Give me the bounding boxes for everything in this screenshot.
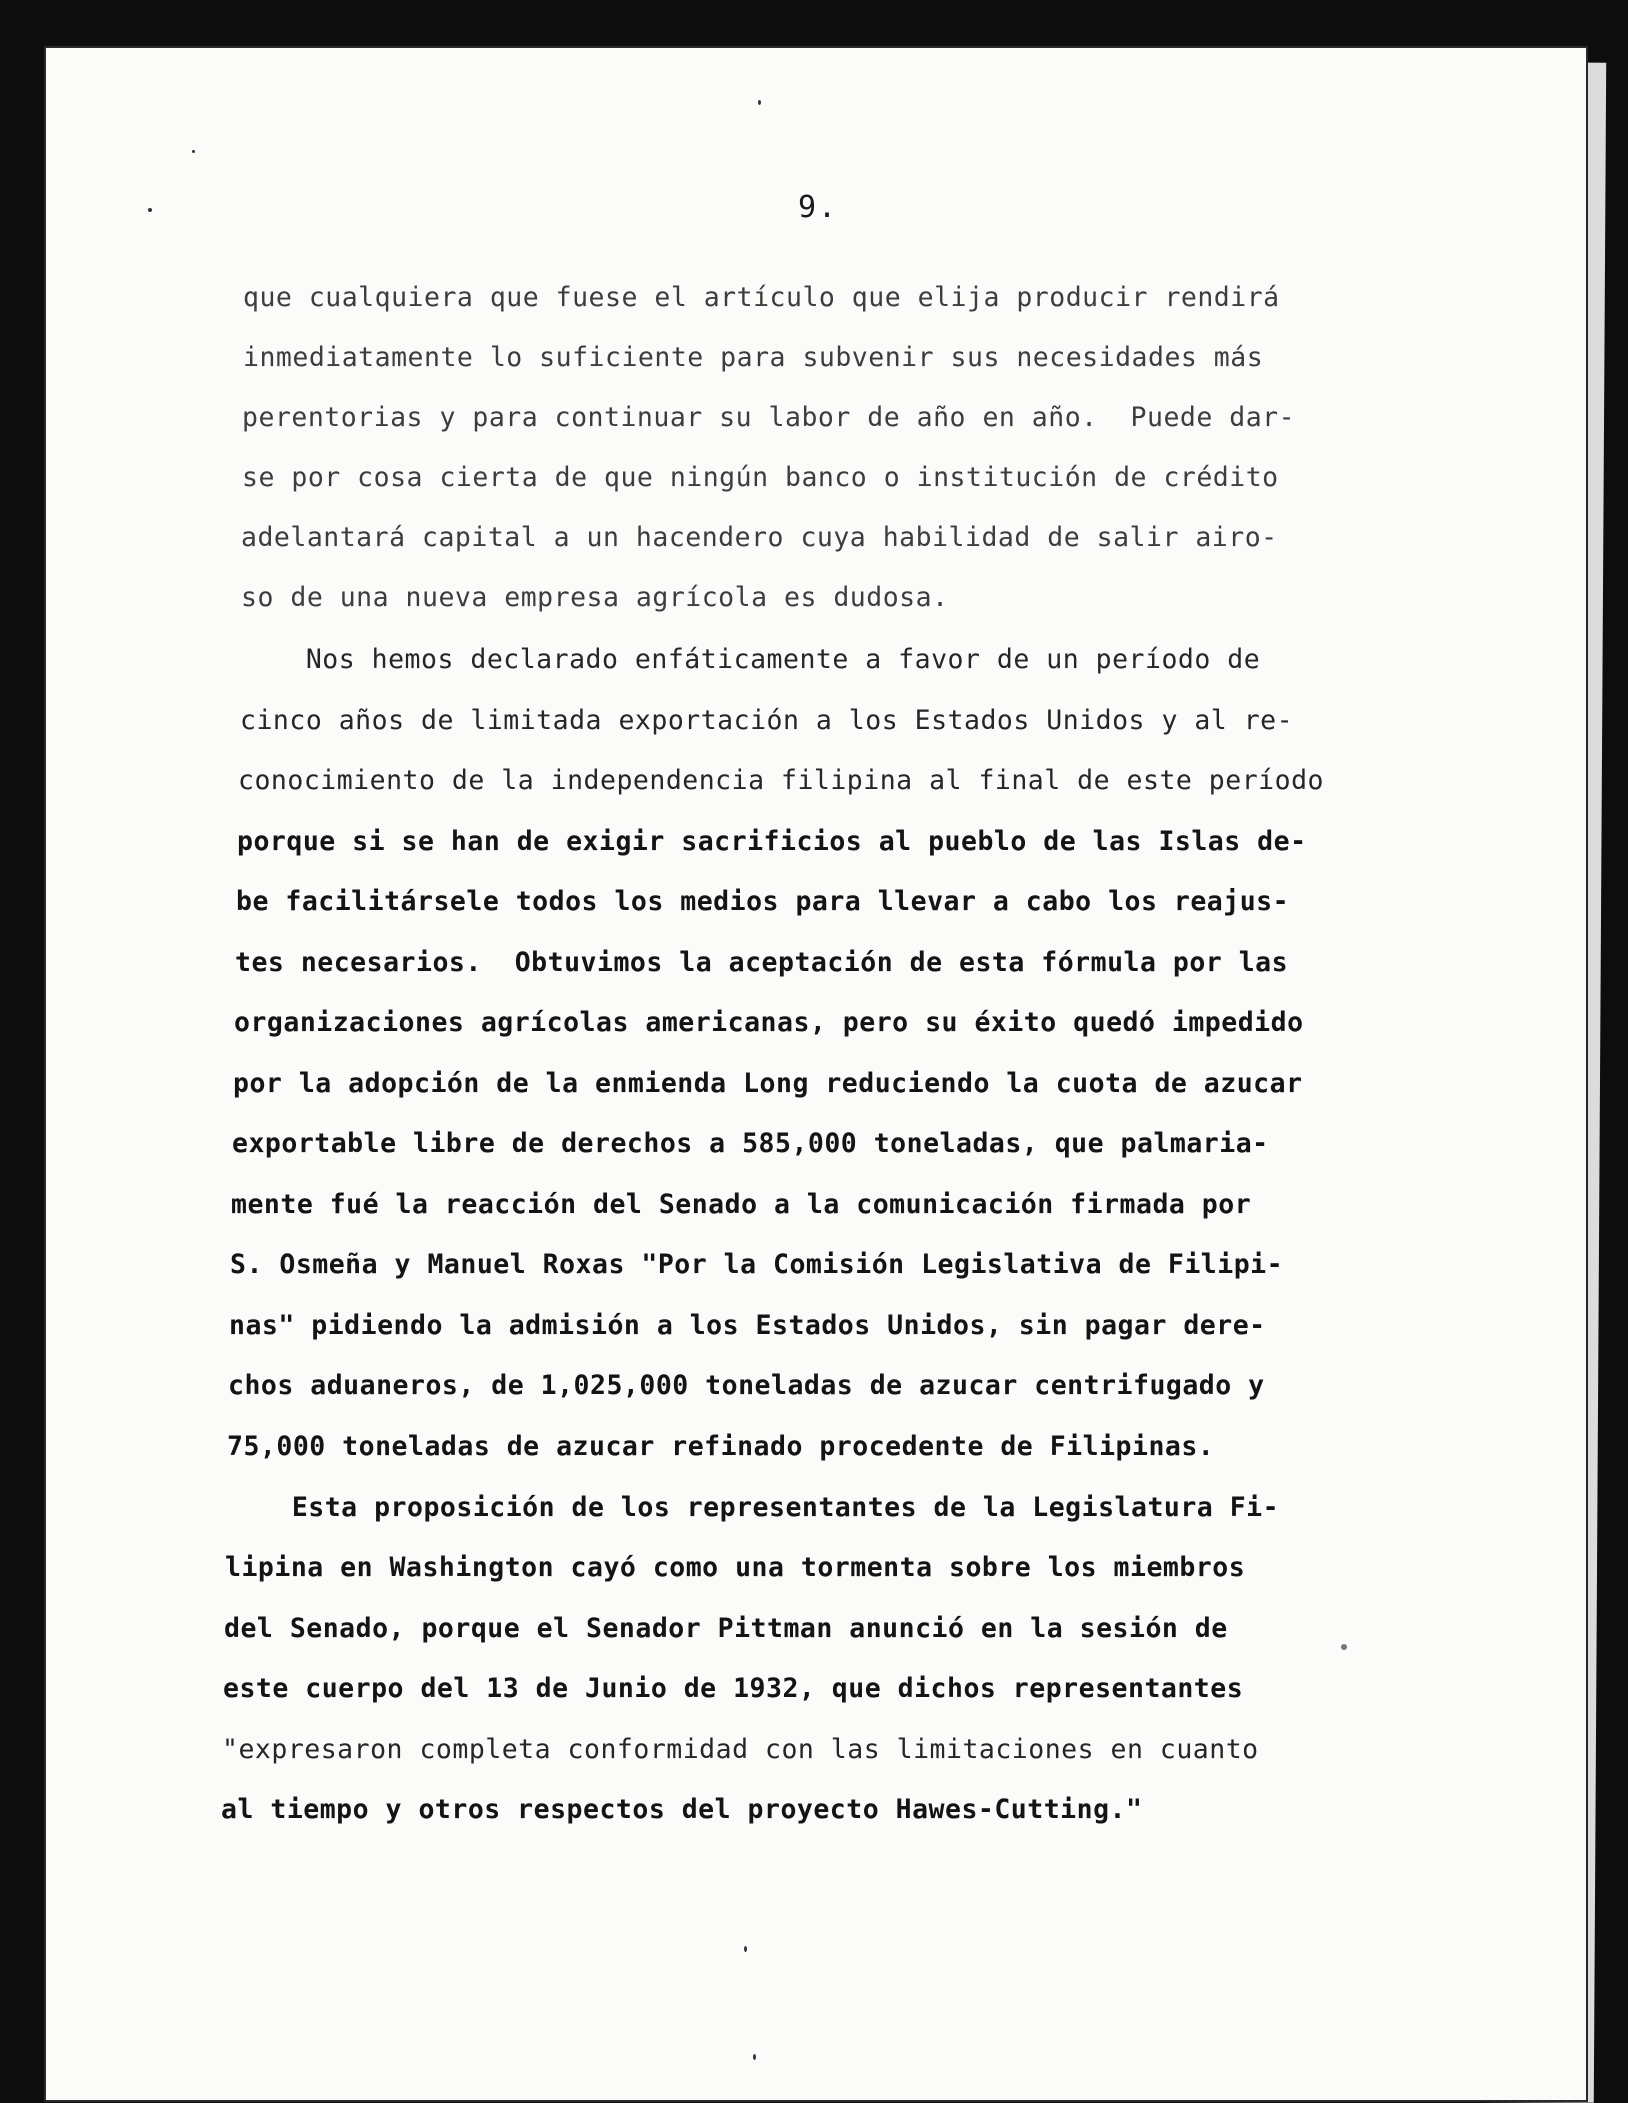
page-number: 9. bbox=[797, 190, 839, 225]
scan-speck bbox=[1341, 1644, 1347, 1650]
text-line: "expresaron completa conformidad con las limitaciones en cuanto bbox=[222, 1734, 1259, 1765]
scan-speck bbox=[758, 100, 761, 105]
text-line: chos aduaneros, de 1,025,000 toneladas de azucar centrifugado y bbox=[228, 1370, 1265, 1401]
text-line: lipina en Washington cayó como una tormenta sobre los miembros bbox=[225, 1552, 1246, 1583]
text-line: se por cosa cierta de que ningún banco o institución de crédito bbox=[242, 462, 1279, 493]
text-line: por la adopción de la enmienda Long reduciendo la cuota de azucar bbox=[233, 1068, 1303, 1099]
typewritten-page bbox=[46, 48, 1586, 2100]
text-line: 75,000 toneladas de azucar refinado procedente de Filipinas. bbox=[227, 1431, 1215, 1462]
text-line: mente fué la reacción del Senado a la comunicación firmada por bbox=[231, 1189, 1252, 1220]
scan-speck bbox=[744, 1946, 747, 1952]
scan-speck bbox=[192, 150, 195, 153]
text-line: al tiempo y otros respectos del proyecto Hawes-Cutting." bbox=[221, 1794, 1143, 1825]
text-line: del Senado, porque el Senador Pittman anunció en la sesión de bbox=[224, 1613, 1228, 1644]
text-line: organizaciones agrícolas americanas, pero su éxito quedó impedido bbox=[234, 1007, 1304, 1038]
text-line: porque si se han de exigir sacrificios al pueblo de las Islas de- bbox=[237, 826, 1307, 857]
text-line: nas" pidiendo la admisión a los Estados Unidos, sin pagar dere- bbox=[229, 1310, 1266, 1341]
text-line: conocimiento de la independencia filipina al final de este período bbox=[238, 765, 1324, 796]
text-line: inmediatamente lo suficiente para subvenir sus necesidades más bbox=[243, 342, 1264, 373]
text-line: Esta proposición de los representantes de la Legislatura Fi- bbox=[226, 1492, 1280, 1523]
text-line: Nos hemos declarado enfáticamente a favor de un período de bbox=[240, 644, 1261, 675]
scan-speck bbox=[753, 2054, 756, 2060]
text-line: este cuerpo del 13 de Junio de 1932, que dichos representantes bbox=[223, 1673, 1244, 1704]
text-line: perentorias y para continuar su labor de año en año. Puede dar- bbox=[242, 402, 1296, 433]
text-line: S. Osmeña y Manuel Roxas "Por la Comisión Legislativa de Filipi- bbox=[230, 1249, 1284, 1280]
text-line: adelantará capital a un hacendero cuya habilidad de salir airo- bbox=[241, 522, 1278, 553]
text-line: exportable libre de derechos a 585,000 toneladas, que palmaria- bbox=[232, 1128, 1269, 1159]
text-line: tes necesarios. Obtuvimos la aceptación de esta fórmula por las bbox=[235, 947, 1289, 978]
text-line: so de una nueva empresa agrícola es dudosa. bbox=[241, 582, 949, 613]
text-line: be facilitársele todos los medios para llevar a cabo los reajus- bbox=[236, 886, 1290, 917]
scan-speck bbox=[148, 208, 152, 212]
text-line: que cualquiera que fuese el artículo que elija producir rendirá bbox=[243, 282, 1280, 313]
text-line: cinco años de limitada exportación a los Estados Unidos y al re- bbox=[240, 705, 1294, 736]
